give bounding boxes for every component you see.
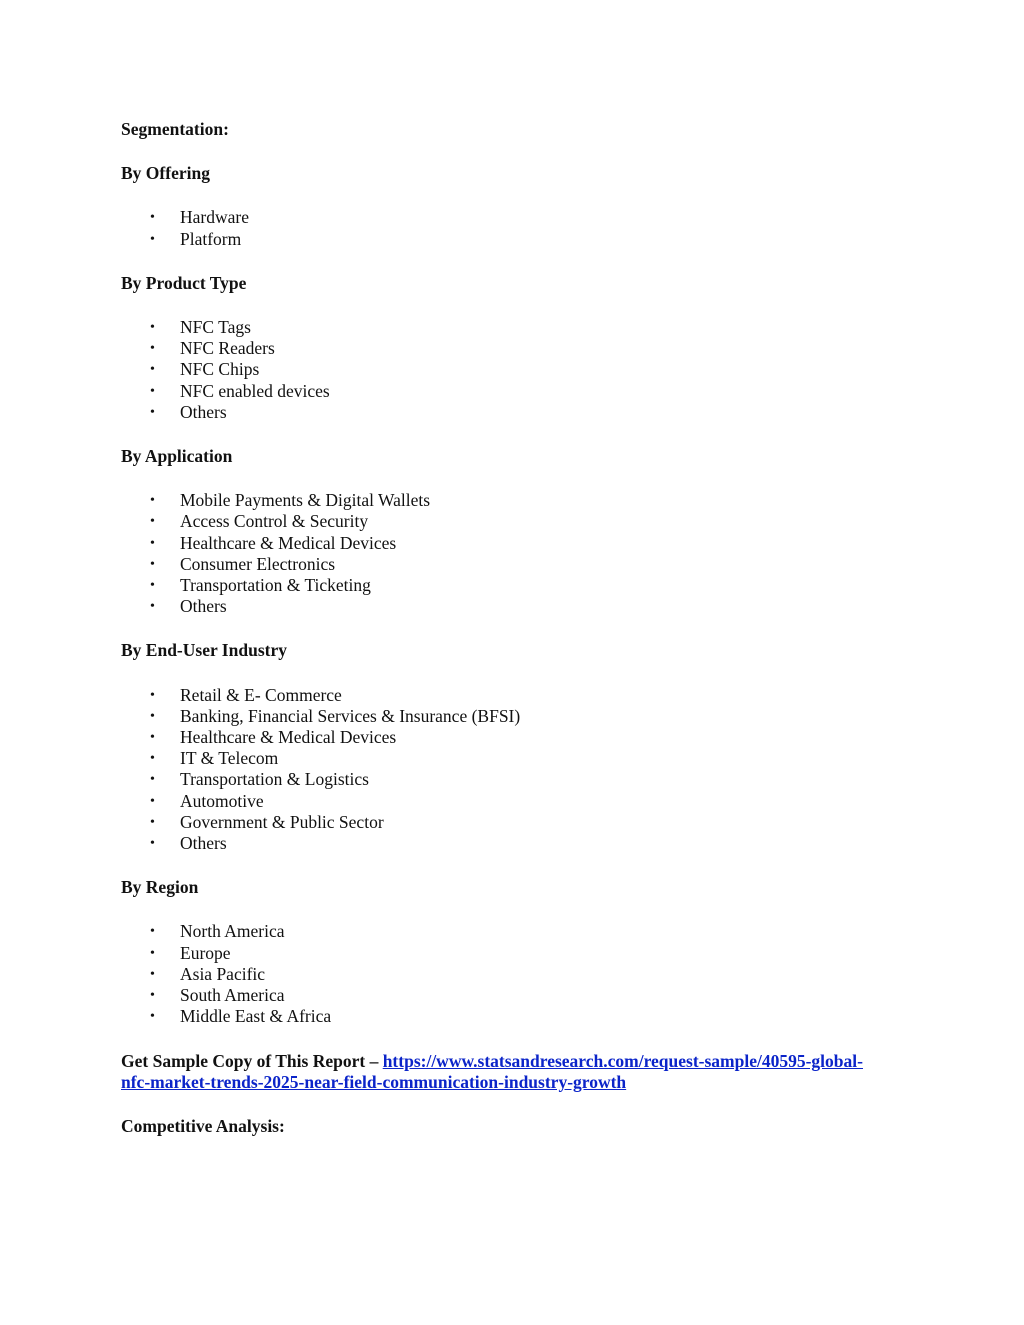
list-item-text: Banking, Financial Services & Insurance (BFSI) — [180, 705, 521, 726]
list-item — [121, 748, 921, 769]
list-item-text: NFC Chips — [180, 359, 260, 380]
bullet-icon: • — [150, 708, 155, 724]
list-item-text: Platform — [180, 228, 242, 249]
list-item — [121, 359, 921, 380]
bullet-icon: • — [150, 945, 155, 961]
list-item-text: NFC Readers — [180, 338, 275, 359]
bullet-list — [121, 921, 921, 1027]
list-item — [121, 769, 921, 790]
bullet-icon: • — [150, 535, 155, 551]
list-item-text: Automotive — [180, 790, 264, 811]
list-item — [121, 575, 921, 596]
list-item — [121, 812, 921, 833]
list-item-text: IT & Telecom — [180, 748, 279, 769]
bullet-icon: • — [150, 320, 155, 336]
section-heading: By Region — [121, 877, 199, 898]
list-item — [121, 727, 921, 748]
sample-link-line-2: nfc-market-trends-2025-near-field-communication-industry-growth — [121, 1071, 627, 1092]
list-item-text: NFC Tags — [180, 317, 251, 338]
list-item-text: South America — [180, 985, 285, 1006]
list-item — [121, 685, 921, 706]
section-by-product-type — [121, 273, 921, 423]
list-item — [121, 381, 921, 402]
list-item-text: Transportation & Logistics — [180, 769, 369, 790]
list-item-text: Healthcare & Medical Devices — [180, 727, 397, 748]
bullet-icon: • — [150, 514, 155, 530]
bullet-icon: • — [150, 231, 155, 247]
bullet-list — [121, 317, 921, 423]
section-by-end-user-industry — [121, 640, 921, 854]
bullet-icon: • — [150, 404, 155, 420]
list-item — [121, 964, 921, 985]
bullet-icon: • — [150, 751, 155, 767]
section-heading: By Product Type — [121, 272, 247, 293]
list-item — [121, 833, 921, 854]
bullet-icon: • — [150, 556, 155, 572]
list-item-text: Mobile Payments & Digital Wallets — [180, 490, 431, 511]
section-by-application — [121, 446, 921, 617]
list-item — [121, 317, 921, 338]
list-item-text: Middle East & Africa — [180, 1006, 332, 1027]
list-item-text: Healthcare & Medical Devices — [180, 532, 397, 553]
list-item-text: Access Control & Security — [180, 511, 369, 532]
list-item — [121, 1006, 921, 1027]
list-item — [121, 533, 921, 554]
bullet-icon: • — [150, 836, 155, 852]
list-item — [121, 511, 921, 532]
section-heading: By Offering — [121, 163, 210, 184]
bullet-list — [121, 685, 921, 855]
list-item — [121, 207, 921, 228]
list-item-text: Government & Public Sector — [180, 811, 384, 832]
list-item — [121, 490, 921, 511]
list-item-text: Retail & E- Commerce — [180, 684, 342, 705]
section-by-region — [121, 877, 921, 1027]
section-heading: By End-User Industry — [121, 640, 287, 661]
section-by-offering — [121, 163, 921, 250]
list-item-text: North America — [180, 921, 285, 942]
bullet-icon: • — [150, 341, 155, 357]
competitive-analysis-title: Competitive Analysis: — [121, 1115, 285, 1136]
list-item-text: Asia Pacific — [180, 963, 266, 984]
bullet-icon: • — [150, 924, 155, 940]
list-item — [121, 791, 921, 812]
list-item — [121, 596, 921, 617]
bullet-icon: • — [150, 966, 155, 982]
bullet-icon: • — [150, 578, 155, 594]
bullet-icon: • — [150, 687, 155, 703]
list-item — [121, 943, 921, 964]
list-item-text: NFC enabled devices — [180, 380, 330, 401]
list-item — [121, 985, 921, 1006]
bullet-list — [121, 207, 921, 249]
list-item-text: Others — [180, 833, 227, 854]
sample-copy-paragraph — [121, 1051, 921, 1093]
list-item — [121, 229, 921, 250]
bullet-icon: • — [150, 493, 155, 509]
bullet-icon: • — [150, 1009, 155, 1025]
list-item-text: Others — [180, 401, 227, 422]
bullet-icon: • — [150, 793, 155, 809]
sample-copy-label: Get Sample Copy of This Report – — [121, 1050, 383, 1071]
list-item-text: Others — [180, 596, 227, 617]
list-item — [121, 338, 921, 359]
bullet-icon: • — [150, 599, 155, 615]
bullet-icon: • — [150, 772, 155, 788]
section-heading: By Application — [121, 446, 233, 467]
list-item — [121, 554, 921, 575]
list-item-text: Hardware — [180, 207, 249, 228]
bullet-icon: • — [150, 814, 155, 830]
bullet-icon: • — [150, 730, 155, 746]
list-item — [121, 402, 921, 423]
bullet-icon: • — [150, 210, 155, 226]
bullet-icon: • — [150, 988, 155, 1004]
list-item — [121, 706, 921, 727]
list-item — [121, 921, 921, 942]
segmentation-title: Segmentation: — [121, 119, 229, 139]
sample-link-line-1: https://www.statsandresearch.com/request-sample/40595-global- — [382, 1050, 863, 1071]
bullet-list — [121, 490, 921, 617]
list-item-text: Transportation & Ticketing — [180, 575, 371, 596]
document-page — [121, 119, 921, 1137]
list-item-text: Consumer Electronics — [180, 553, 336, 574]
list-item-text: Europe — [180, 942, 231, 963]
bullet-icon: • — [150, 362, 155, 378]
bullet-icon: • — [150, 383, 155, 399]
